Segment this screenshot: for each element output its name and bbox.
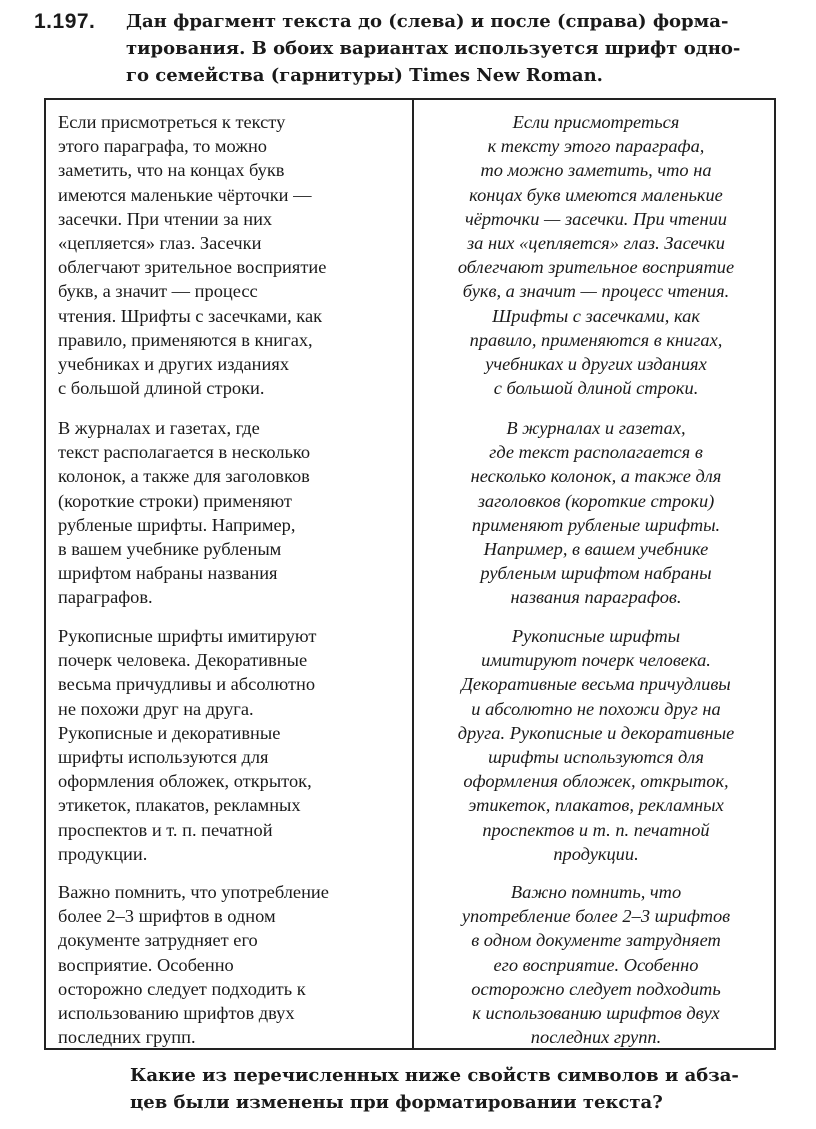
text-line: шрифтом набраны названия	[58, 563, 278, 584]
text-line: друга. Рукописные и декоративные	[457, 722, 735, 743]
text-line: (короткие строки) применяют	[58, 490, 292, 511]
text-line: шрифты используются для	[58, 746, 269, 767]
after-paragraph-4	[420, 880, 772, 1049]
text-line: имеются маленькие чёрточки —	[58, 184, 312, 205]
text-line: и абсолютно не похожи друг на	[471, 698, 721, 719]
text-line: проспектов и т. п. печатной	[58, 819, 273, 840]
text-line: продукции.	[553, 843, 639, 864]
text-line: употребление более 2–3 шрифтов	[461, 906, 731, 927]
text-line: правило, применяются в книгах,	[469, 329, 723, 350]
text-line: оформления обложек, открыток,	[58, 771, 312, 792]
text-line: несколько колонок, а также для	[470, 466, 722, 487]
text-line: к использованию шрифтов двух	[472, 1002, 720, 1023]
text-line: с большой длиной строки.	[58, 378, 265, 399]
text-line: букв, а значит — процесс	[58, 281, 258, 302]
text-line: оформления обложек, открыток,	[463, 771, 729, 792]
text-line: использованию шрифтов двух	[58, 1002, 295, 1023]
text-line: к тексту этого параграфа,	[487, 136, 705, 157]
text-line: Если присмотреться к тексту	[58, 112, 286, 132]
text-line: весьма причудливы и абсолютно	[58, 674, 316, 695]
text-line: букв, а значит — процесс чтения.	[462, 281, 730, 302]
text-line: Шрифты с засечками, как	[492, 305, 700, 326]
text-line: заметить, что на концах букв	[58, 160, 285, 181]
text-line: концах букв имеются маленькие	[469, 184, 723, 205]
text-line: Декоративные весьма причудливы	[461, 674, 731, 695]
text-line: облегчают зрительное восприятие	[58, 257, 327, 278]
comparison-table	[44, 98, 776, 1050]
after-paragraph-2	[420, 416, 772, 610]
text-line: чтения. Шрифты с засечками, как	[58, 305, 323, 326]
text-line: с большой длиной строки.	[493, 378, 699, 399]
text-line: рубленым шрифтом набраны	[480, 563, 712, 584]
text-line: заголовков (короткие строки)	[477, 490, 715, 511]
question-line: Какие из перечисленных ниже свойств символов и абза-	[130, 1065, 739, 1086]
text-line: Рукописные и декоративные	[58, 722, 281, 743]
task-number: 1.197.	[34, 10, 96, 33]
before-paragraph-2	[58, 416, 408, 610]
text-line: Важно помнить, что	[510, 882, 682, 902]
text-line: то можно заметить, что на	[480, 160, 712, 181]
text-line: за них «цепляется» глаз. Засечки	[467, 232, 725, 253]
text-line: облегчают зрительное восприятие	[457, 257, 735, 278]
text-line: рубленые шрифты. Например,	[58, 514, 296, 535]
question-line: цев были изменены при форматировании текста?	[130, 1092, 663, 1113]
text-line: Рукописные шрифты имитируют	[58, 626, 317, 646]
task-text-line: тирования. В обоих вариантах используется шрифт одно-	[126, 38, 741, 59]
text-line: этого параграфа, то можно	[58, 136, 268, 157]
text-line: колонок, а также для заголовков	[58, 466, 310, 487]
text-line: текст располагается в несколько	[58, 442, 311, 463]
text-line: восприятие. Особенно	[58, 954, 234, 975]
text-line: применяют рубленые шрифты.	[471, 514, 721, 535]
text-line: документе затрудняет его	[58, 930, 258, 951]
text-line: названия параграфов.	[510, 587, 682, 608]
before-paragraph-4	[58, 880, 408, 1049]
text-line: Если присмотреться	[512, 112, 680, 132]
before-paragraph-3	[58, 624, 408, 866]
after-paragraph-1	[420, 110, 772, 400]
text-line: проспектов и т. п. печатной	[482, 819, 710, 840]
text-line: Важно помнить, что употребление	[58, 882, 329, 902]
text-line: этикеток, плакатов, рекламных	[468, 795, 724, 816]
question-text	[130, 1062, 790, 1116]
text-line: этикеток, плакатов, рекламных	[58, 795, 301, 816]
task-text-line: Дан фрагмент текста до (слева) и после (справа) форма-	[126, 11, 729, 32]
text-line: имитируют почерк человека.	[481, 650, 711, 671]
text-line: Рукописные шрифты	[511, 626, 681, 646]
text-line: почерк человека. Декоративные	[58, 650, 308, 671]
text-line: последних групп.	[530, 1027, 662, 1048]
text-line: где текст располагается в	[489, 442, 703, 463]
text-line: засечки. При чтении за них	[58, 208, 273, 229]
text-line: осторожно следует подходить к	[58, 978, 306, 999]
text-line: его восприятие. Особенно	[493, 954, 699, 975]
text-line: В журналах и газетах,	[506, 418, 686, 438]
text-line: в вашем учебнике рубленым	[58, 538, 282, 559]
column-divider	[412, 100, 414, 1048]
text-line: не похожи друг на друга.	[58, 698, 254, 719]
text-line: в одном документе затрудняет	[471, 930, 721, 951]
text-line: «цепляется» глаз. Засечки	[58, 232, 262, 253]
text-line: более 2–3 шрифтов в одном	[58, 906, 276, 927]
text-line: учебниках и других изданиях	[58, 353, 290, 374]
task-text-line: го семейства (гарнитуры) Times New Roman.	[126, 65, 603, 86]
text-line: В журналах и газетах, где	[58, 418, 260, 438]
text-line: последних групп.	[58, 1027, 196, 1048]
text-line: шрифты используются для	[488, 746, 704, 767]
text-line: чёрточки — засечки. При чтении	[465, 208, 727, 229]
text-line: осторожно следует подходить	[471, 978, 721, 999]
after-paragraph-3	[420, 624, 772, 866]
text-line: параграфов.	[58, 587, 153, 608]
text-line: правило, применяются в книгах,	[58, 329, 313, 350]
text-line: учебниках и других изданиях	[485, 353, 707, 374]
text-line: Например, в вашем учебнике	[483, 538, 709, 559]
before-paragraph-1	[58, 110, 408, 400]
text-line: продукции.	[58, 843, 148, 864]
